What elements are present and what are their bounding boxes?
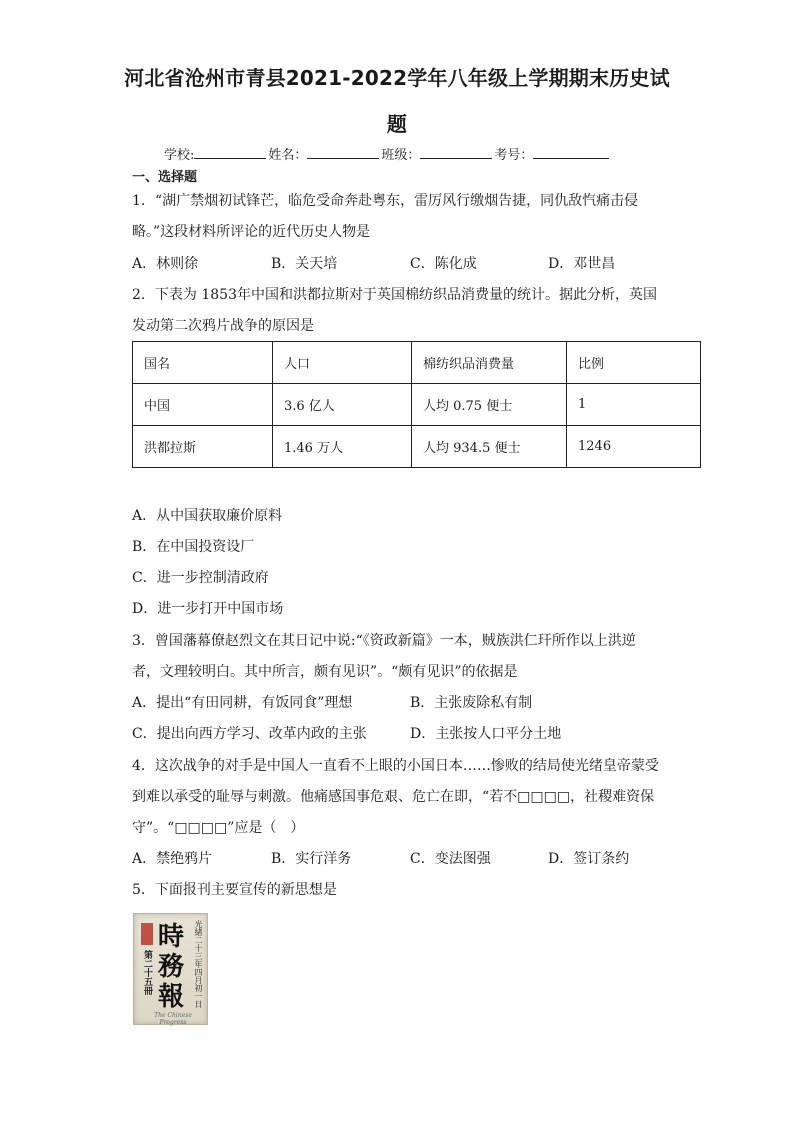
class-label: 班级： xyxy=(381,148,421,163)
question-2-option-c[interactable]: C．进一步控制清政府 xyxy=(132,570,269,586)
question-2-line-1: 2．下表为 1853年中国和洪都拉斯对于英国棉纺织品消费量的统计。据此分析，英国 xyxy=(132,287,657,303)
table-row xyxy=(133,426,701,468)
table-header-cell: 国名 xyxy=(133,342,273,384)
student-info-row xyxy=(164,145,611,165)
question-4-option-d[interactable]: D．签订条约 xyxy=(548,851,630,867)
school-label: 学校: xyxy=(164,148,195,163)
consumption-table xyxy=(132,341,701,468)
table-header-cell: 人口 xyxy=(273,342,412,384)
question-1-line-2: 略。”这段材料所评论的近代历史人物是 xyxy=(132,224,371,240)
table-cell: 3.6 亿人 xyxy=(273,384,412,426)
question-3-option-d[interactable]: D．主张按人口平分土地 xyxy=(410,726,562,742)
table-cell: 1246 xyxy=(567,426,701,468)
question-3-line-2: 者，文理较明白。其中所言，颇有见识”。“颇有见识”的依据是 xyxy=(132,664,518,680)
question-3-option-b[interactable]: B．主张废除私有制 xyxy=(410,695,533,711)
school-blank[interactable] xyxy=(194,145,266,159)
table-header-row xyxy=(133,342,701,384)
exam-title-line1: 河北省沧州市青县2021-2022学年八年级上学期期末历史试 xyxy=(124,66,670,90)
section-heading: 一、选择题 xyxy=(132,170,198,185)
question-4-line-2: 到难以承受的耻辱与刺激。他痛感国事危艰、危亡在即，“若不□□□□，社稷难资保 xyxy=(132,789,655,805)
question-4-line-1: 4．这次战争的对手是中国人一直看不上眼的小国日本……惨败的结局使光绪皇帝蒙受 xyxy=(132,758,659,774)
newspaper-masthead: 時務報 xyxy=(157,922,184,1012)
newspaper-issue: 第二十五冊 xyxy=(142,950,152,995)
table-header-cell: 比例 xyxy=(567,342,701,384)
table-cell: 人均 934.5 便士 xyxy=(412,426,567,468)
table-cell: 洪都拉斯 xyxy=(133,426,273,468)
table-header-cell: 棉纺织品消费量 xyxy=(412,342,567,384)
newspaper-english-title: The Chinese Progress xyxy=(154,1012,192,1026)
table-cell: 1.46 万人 xyxy=(273,426,412,468)
question-3-line-1: 3．曾国藩幕僚赵烈文在其日记中说:“《资政新篇》一本，贼族洪仁玕所作以上洪逆 xyxy=(132,633,636,649)
exam-no-blank[interactable] xyxy=(533,145,609,159)
question-1-option-d[interactable]: D．邓世昌 xyxy=(548,256,616,272)
newspaper-date: 光緒二十三年四月初一日 xyxy=(194,920,203,1008)
exam-title-line2: 题 xyxy=(386,112,408,136)
question-5-line-1: 5．下面报刊主要宣传的新思想是 xyxy=(132,882,337,898)
exam-no-label: 考号： xyxy=(494,148,534,163)
question-4-option-b[interactable]: B．实行洋务 xyxy=(271,851,352,867)
question-2-option-d[interactable]: D．进一步打开中国市场 xyxy=(132,601,284,617)
question-1-line-1: 1．“湖广禁烟初试锋芒，临危受命奔赴粤东，雷厉风行缴烟告捷，同仇敌忾痛击侵 xyxy=(132,193,639,209)
name-label: 姓名： xyxy=(268,148,308,163)
question-2-option-a[interactable]: A．从中国获取廉价原料 xyxy=(132,508,283,524)
question-2-option-b[interactable]: B．在中国投资设厂 xyxy=(132,539,255,555)
table-cell: 1 xyxy=(567,384,701,426)
table-cell: 中国 xyxy=(133,384,273,426)
question-1-option-a[interactable]: A．林则徐 xyxy=(132,256,199,272)
question-4-option-a[interactable]: A．禁绝鸦片 xyxy=(132,851,213,867)
question-1-option-b[interactable]: B．关天培 xyxy=(271,256,338,272)
question-3-option-a[interactable]: A．提出“有田同耕，有饭同食”理想 xyxy=(132,695,353,711)
question-1-option-c[interactable]: C．陈化成 xyxy=(410,256,477,272)
question-2-line-2: 发动第二次鸦片战争的原因是 xyxy=(132,318,314,334)
table-row xyxy=(133,384,701,426)
question-4-option-c[interactable]: C．变法图强 xyxy=(410,851,491,867)
question-3-option-c[interactable]: C．提出向西方学习、改革内政的主张 xyxy=(132,726,367,742)
name-blank[interactable] xyxy=(307,145,379,159)
table-cell: 人均 0.75 便士 xyxy=(412,384,567,426)
red-seal-stamp xyxy=(141,923,153,945)
class-blank[interactable] xyxy=(420,145,492,159)
shiwubao-newspaper-image xyxy=(133,913,208,1025)
question-4-line-3: 守”。“□□□□”应是（ ） xyxy=(132,820,305,836)
